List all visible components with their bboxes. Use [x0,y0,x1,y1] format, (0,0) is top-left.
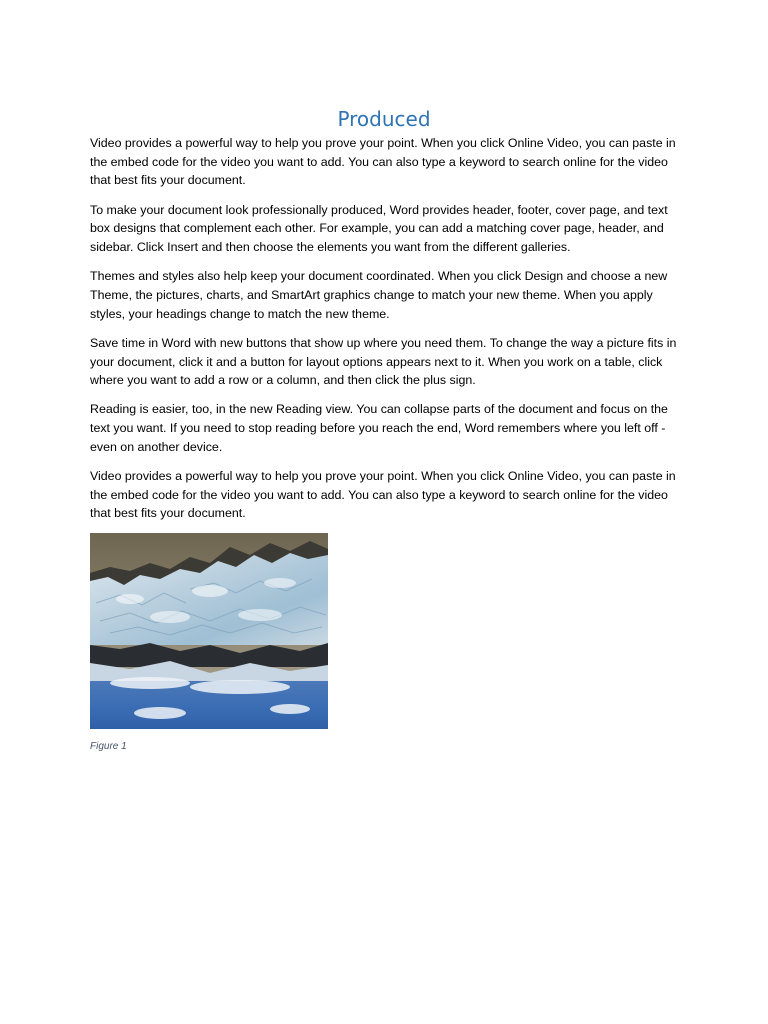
figure-image[interactable] [90,533,328,729]
paragraph: To make your document look professionally produced, Word provides header, footer, cover page, and text box designs that complement each other. For example, you can add a matching cover page, header, and sidebar. Click Insert and then choose the elements you want from the different galleries. [90,202,668,255]
paragraph: Themes and styles also help keep your document coordinated. When you click Design and choose a new Theme, the pictures, charts, and SmartArt graphics change to match your new theme. When you apply styles, your headings change to match the new theme. [90,269,668,321]
figure-caption: Figure 1 [90,741,127,752]
document-body [90,134,682,534]
page-title: Produced [337,107,431,131]
glacier-photo [90,533,328,729]
paragraph: Save time in Word with new buttons that show up where you need them. To change the way a picture fits in your document, click it and a button for layout options appears next to it. When you work on a table, click where you want to add a row or a column, and then click the plus sign. [90,335,677,388]
paragraph: Video provides a powerful way to help you prove your point. When you click Online Video, you can paste in the embed code for the video you want to add. You can also type a keyword to search online for the video that best fits your document. [90,469,676,521]
paragraph: Video provides a powerful way to help you prove your point. When you click Online Video, you can paste in the embed code for the video you want to add. You can also type a keyword to search online for the video that best fits your document. [90,136,676,188]
paragraph: Reading is easier, too, in the new Reading view. You can collapse parts of the document and focus on the text you want. If you need to stop reading before you reach the end, Word remembers where you left off - even on another device. [90,402,668,454]
